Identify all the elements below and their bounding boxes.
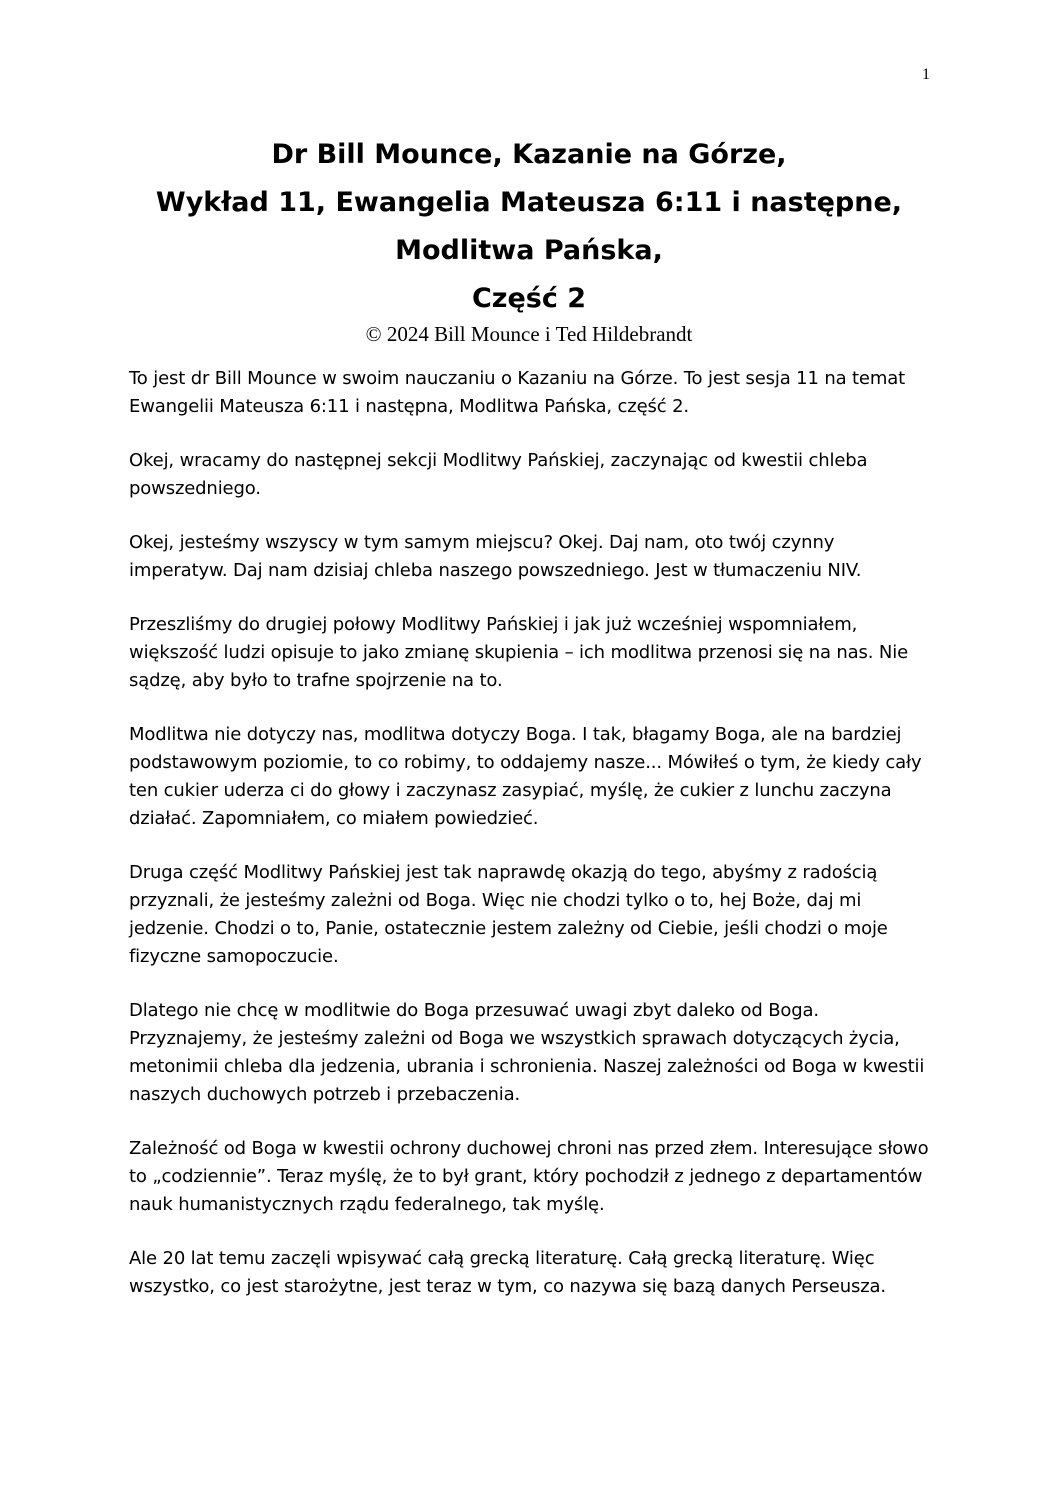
page-number: 1	[922, 66, 930, 83]
title-line-1: Dr Bill Mounce, Kazanie na Górze,	[271, 139, 787, 170]
title-line-3: Modlitwa Pańska,	[395, 235, 663, 266]
document-title	[0, 131, 1058, 347]
paragraph: Zależność od Boga w kwestii ochrony duchowej chroni nas przed złem. Interesujące słowo to „codziennie”. Teraz myślę, że to był grant, który pochodził z jednego z departamentów nauk humanistycznych rządu federalnego, tak myślę.	[129, 1138, 929, 1215]
paragraph: Okej, jesteśmy wszyscy w tym samym miejscu? Okej. Daj nam, oto twój czynny imperatyw. Daj nam dzisiaj chleba naszego powszedniego. Jest w tłumaczeniu NIV.	[129, 532, 862, 581]
paragraph: To jest dr Bill Mounce w swoim nauczaniu o Kazaniu na Górze. To jest sesja 11 na temat Ewangelii Mateusza 6:11 i następna, Modlitwa Pańska, część 2.	[129, 368, 906, 417]
paragraph: Przeszliśmy do drugiej połowy Modlitwy Pańskiej i jak już wcześniej wspomniałem, większość ludzi opisuje to jako zmianę skupienia – ich modlitwa przenosi się na nas. Nie sądzę, aby było to trafne spojrzenie na to.	[129, 614, 909, 691]
title-line-4: Część 2	[471, 283, 587, 314]
paragraph: Ale 20 lat temu zaczęli wpisywać całą grecką literaturę. Całą grecką literaturę. Więc wszystko, co jest starożytne, jest teraz w tym, co nazywa się bazą danych Perseusza.	[129, 1248, 886, 1297]
paragraph: Druga część Modlitwy Pańskiej jest tak naprawdę okazją do tego, abyśmy z radością przyznali, że jesteśmy zależni od Boga. Więc nie chodzi tylko o to, hej Boże, daj mi jedzenie. Chodzi o to, Panie, ostatecznie jestem zależny od Ciebie, jeśli chodzi o moje fizyczne samopoczucie.	[129, 862, 888, 967]
paragraph: Dlatego nie chcę w modlitwie do Boga przesuwać uwagi zbyt daleko od Boga. Przyznajemy, że jesteśmy zależni od Boga we wszystkich sprawach dotyczących życia, metonimii chleba dla jedzenia, ubrania i schronienia. Naszej zależności od Boga w kwestii naszych duchowych potrzeb i przebaczenia.	[129, 1000, 925, 1105]
paragraph: Modlitwa nie dotyczy nas, modlitwa dotyczy Boga. I tak, błagamy Boga, ale na bardziej podstawowym poziomie, to co robimy, to oddajemy nasze... Mówiłeś o tym, że kiedy cały ten cukier uderza ci do głowy i zaczynasz zasypiać, myślę, że cukier z lunchu zaczyna działać. Zapomniałem, co miałem powiedzieć.	[129, 724, 922, 829]
title-line-2: Wykład 11, Ewangelia Mateusza 6:11 i następne,	[155, 187, 903, 218]
document-body	[129, 365, 929, 1327]
copyright-line: © 2024 Bill Mounce i Ted Hildebrandt	[365, 322, 693, 346]
paragraph: Okej, wracamy do następnej sekcji Modlitwy Pańskiej, zaczynając od kwestii chleba powszedniego.	[129, 450, 868, 499]
